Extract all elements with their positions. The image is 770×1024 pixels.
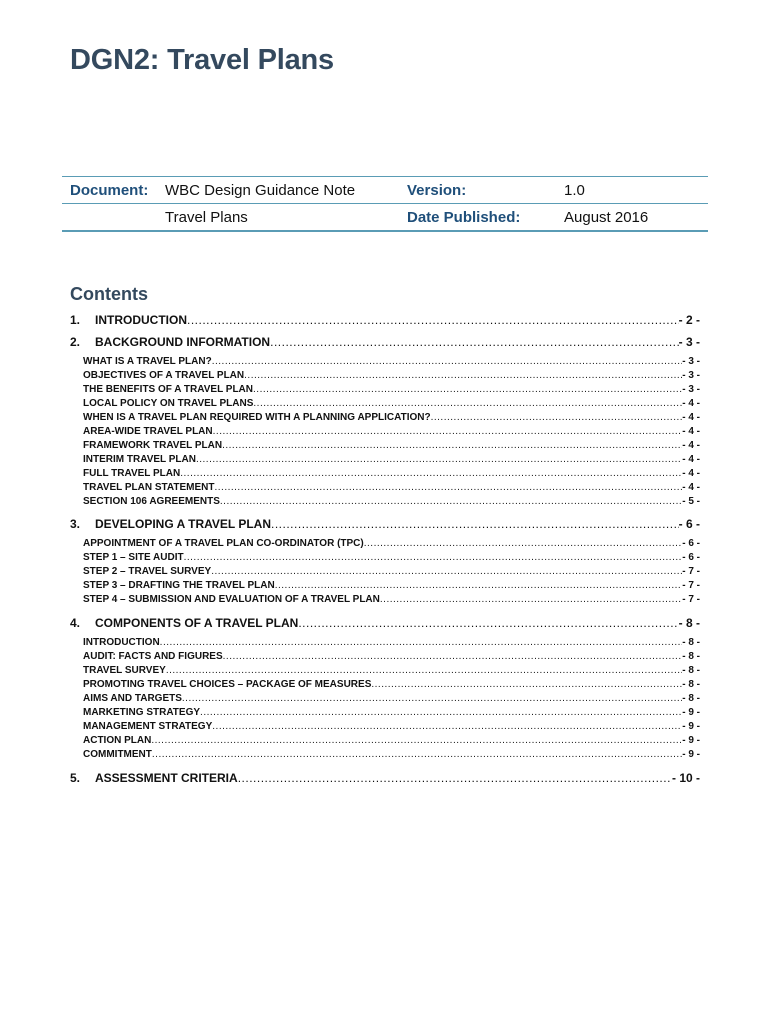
date-published-label: Date Published: — [407, 209, 521, 226]
toc-subsection-entry[interactable] — [83, 370, 700, 384]
toc-dot-leader — [220, 496, 682, 507]
toc-entry-title: TRAVEL PLAN STATEMENT — [83, 482, 215, 493]
toc-entry-page: - 4 - — [682, 398, 700, 409]
toc-entry-number: 3. — [70, 517, 81, 531]
toc-dot-leader — [151, 735, 682, 746]
toc-entry-title: LOCAL POLICY ON TRAVEL PLANS — [83, 398, 254, 409]
toc-dot-leader — [180, 468, 682, 479]
toc-dot-leader — [253, 398, 682, 409]
toc-dot-leader — [211, 566, 682, 577]
toc-entry-page: - 8 - — [682, 693, 700, 704]
toc-dot-leader — [196, 454, 682, 465]
toc-subsection-entry[interactable] — [83, 735, 700, 749]
toc-entry-page: - 8 - — [682, 651, 700, 662]
toc-dot-leader — [166, 665, 682, 676]
toc-entry-page: - 8 - — [678, 616, 700, 630]
toc-entry-page: - 4 - — [682, 426, 700, 437]
toc-entry-title: AUDIT: FACTS AND FIGURES — [83, 651, 223, 662]
toc-subsection-entry[interactable] — [83, 538, 700, 552]
document-value: WBC Design Guidance Note — [165, 182, 356, 199]
toc-dot-leader — [380, 594, 682, 605]
toc-entry-page: - 4 - — [682, 440, 700, 451]
toc-entry-page: - 10 - — [671, 771, 700, 785]
toc-subsection-entry[interactable] — [83, 398, 700, 412]
toc-dot-leader — [182, 693, 682, 704]
toc-entry-title: BACKGROUND INFORMATION — [95, 335, 271, 349]
toc-subsection-entry[interactable] — [83, 412, 700, 426]
toc-entry-title: OBJECTIVES OF A TRAVEL PLAN — [83, 370, 245, 381]
toc-entry-page: - 6 - — [678, 517, 700, 531]
toc-entry-title: WHAT IS A TRAVEL PLAN? — [83, 356, 212, 367]
document-label: Document: — [70, 182, 149, 199]
toc-entry-title: FRAMEWORK TRAVEL PLAN — [83, 440, 223, 451]
toc-dot-leader — [184, 552, 683, 563]
toc-entry-page: - 4 - — [682, 454, 700, 465]
version-label: Version: — [407, 182, 467, 199]
toc-entry-title: PROMOTING TRAVEL CHOICES – PACKAGE OF MEASURES — [83, 679, 372, 690]
toc-entry-page: - 2 - — [678, 313, 700, 327]
toc-entry-title: APPOINTMENT OF A TRAVEL PLAN CO-ORDINATOR (TPC) — [83, 538, 364, 549]
toc-subsection-entry[interactable] — [83, 482, 700, 496]
toc-dot-leader — [223, 651, 683, 662]
toc-subsection-entry[interactable] — [83, 580, 700, 594]
toc-entry-title: SECTION 106 AGREEMENTS — [83, 496, 220, 507]
toc-entry-page: - 7 - — [682, 580, 700, 591]
toc-dot-leader — [200, 707, 682, 718]
toc-entry-title: COMPONENTS OF A TRAVEL PLAN — [95, 616, 299, 630]
toc-subsection-entry[interactable] — [83, 679, 700, 693]
toc-subsection-entry[interactable] — [83, 693, 700, 707]
toc-dot-leader — [244, 370, 682, 381]
toc-section-entry[interactable] — [70, 517, 700, 533]
toc-entry-title: AIMS AND TARGETS — [83, 693, 182, 704]
toc-subsection-entry[interactable] — [83, 426, 700, 440]
toc-dot-leader — [275, 580, 683, 591]
toc-dot-leader — [298, 616, 678, 630]
toc-entry-title: THE BENEFITS OF A TRAVEL PLAN — [83, 384, 254, 395]
toc-entry-title: INTRODUCTION — [83, 637, 160, 648]
toc-dot-leader — [214, 482, 682, 493]
toc-entry-page: - 3 - — [682, 356, 700, 367]
toc-entry-page: - 7 - — [682, 594, 700, 605]
toc-subsection-entry[interactable] — [83, 496, 700, 510]
toc-subsection-entry[interactable] — [83, 707, 700, 721]
toc-entry-page: - 5 - — [682, 496, 700, 507]
toc-entry-page: - 4 - — [682, 468, 700, 479]
toc-subsection-entry[interactable] — [83, 384, 700, 398]
toc-entry-title: STEP 4 – SUBMISSION AND EVALUATION OF A TRAVEL PLAN — [83, 594, 380, 605]
toc-entry-page: - 9 - — [682, 707, 700, 718]
toc-entry-page: - 8 - — [682, 637, 700, 648]
toc-entry-page: - 3 - — [678, 335, 700, 349]
toc-entry-title: MANAGEMENT STRATEGY — [83, 721, 213, 732]
toc-entry-page: - 3 - — [682, 384, 700, 395]
toc-entry-page: - 9 - — [682, 749, 700, 760]
toc-section-entry[interactable] — [70, 771, 700, 787]
toc-dot-leader — [160, 637, 683, 648]
toc-entry-title: COMMITMENT — [83, 749, 152, 760]
toc-subsection-entry[interactable] — [83, 637, 700, 651]
toc-entry-title: FULL TRAVEL PLAN — [83, 468, 181, 479]
toc-subsection-entry[interactable] — [83, 566, 700, 580]
meta-row-date — [62, 203, 708, 230]
toc-entry-title: INTRODUCTION — [95, 313, 187, 327]
toc-entry-page: - 9 - — [682, 721, 700, 732]
toc-dot-leader — [238, 771, 672, 785]
document-value-line2: Travel Plans — [165, 209, 248, 226]
toc-dot-leader — [253, 384, 682, 395]
toc-dot-leader — [371, 679, 682, 690]
toc-dot-leader — [222, 440, 682, 451]
toc-entry-title: MARKETING STRATEGY — [83, 707, 201, 718]
toc-entry-number: 1. — [70, 313, 81, 327]
toc-entry-page: - 4 - — [682, 412, 700, 423]
toc-entry-number: 4. — [70, 616, 81, 630]
toc-dot-leader — [271, 517, 679, 531]
toc-dot-leader — [212, 356, 683, 367]
toc-entry-title: AREA-WIDE TRAVEL PLAN — [83, 426, 213, 437]
toc-entry-title: STEP 2 – TRAVEL SURVEY — [83, 566, 212, 577]
toc-entry-title: INTERIM TRAVEL PLAN — [83, 454, 196, 465]
toc-entry-title: ASSESSMENT CRITERIA — [95, 771, 238, 785]
toc-subsection-entry[interactable] — [83, 552, 700, 566]
toc-entry-page: - 8 - — [682, 665, 700, 676]
toc-entry-page: - 3 - — [682, 370, 700, 381]
toc-subsection-entry[interactable] — [83, 440, 700, 454]
toc-dot-leader — [364, 538, 682, 549]
toc-entry-title: DEVELOPING A TRAVEL PLAN — [95, 517, 272, 531]
document-title: DGN2: Travel Plans — [70, 44, 334, 76]
toc-entry-page: - 6 - — [682, 552, 700, 563]
toc-subsection-entry[interactable] — [83, 454, 700, 468]
version-value: 1.0 — [564, 182, 585, 199]
toc-section-entry[interactable] — [70, 616, 700, 632]
meta-row-document — [62, 177, 708, 203]
toc-entry-page: - 4 - — [682, 482, 700, 493]
toc-entry-title: STEP 1 – SITE AUDIT — [83, 552, 184, 563]
toc-subsection-entry[interactable] — [83, 468, 700, 482]
toc-entry-number: 5. — [70, 771, 81, 785]
toc-subsection-entry[interactable] — [83, 749, 700, 763]
toc-entry-page: - 7 - — [682, 566, 700, 577]
toc-entry-page: - 8 - — [682, 679, 700, 690]
toc-dot-leader — [213, 426, 683, 437]
toc-entry-page: - 9 - — [682, 735, 700, 746]
contents-heading: Contents — [70, 284, 148, 304]
toc-subsection-entry[interactable] — [83, 594, 700, 608]
toc-subsection-entry[interactable] — [83, 721, 700, 735]
toc-entry-title: TRAVEL SURVEY — [83, 665, 166, 676]
document-meta-table — [62, 176, 708, 232]
toc-subsection-entry[interactable] — [83, 665, 700, 679]
toc-entry-page: - 6 - — [682, 538, 700, 549]
toc-entry-title: STEP 3 – DRAFTING THE TRAVEL PLAN — [83, 580, 275, 591]
toc-subsection-entry[interactable] — [83, 651, 700, 665]
toc-subsection-entry[interactable] — [83, 356, 700, 370]
toc-dot-leader — [431, 412, 683, 423]
toc-entry-title: WHEN IS A TRAVEL PLAN REQUIRED WITH A PLANNING APPLICATION? — [83, 412, 431, 423]
toc-dot-leader — [187, 313, 679, 327]
toc-section-entry[interactable] — [70, 313, 700, 329]
toc-dot-leader — [152, 749, 682, 760]
toc-entry-number: 2. — [70, 335, 81, 349]
toc-dot-leader — [270, 335, 679, 349]
date-published-value: August 2016 — [564, 209, 649, 226]
toc-section-entry[interactable] — [70, 335, 700, 351]
toc-entry-title: ACTION PLAN — [83, 735, 152, 746]
toc-dot-leader — [212, 721, 682, 732]
